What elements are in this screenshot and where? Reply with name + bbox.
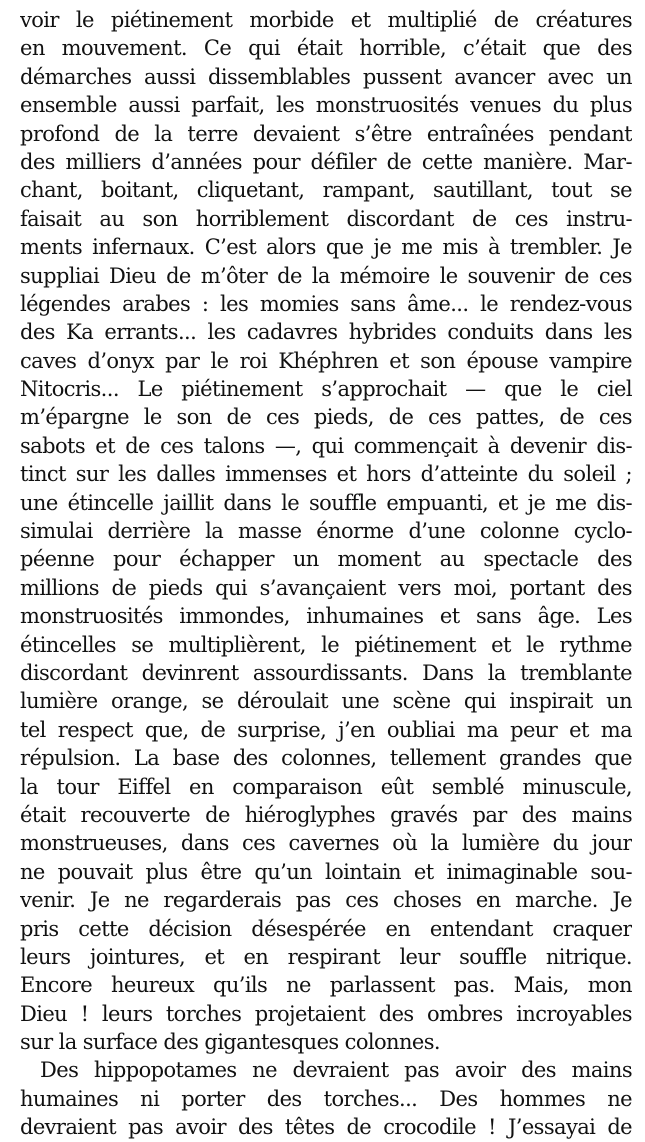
text-line: une étincelle jaillit dans le souffle empuanti, et je me dis- [20, 490, 632, 515]
text-line: démarches aussi dissemblables pussent avancer avec un [20, 64, 632, 89]
text-line: monstrueuses, dans ces cavernes où la lumière du jour [20, 831, 632, 856]
text-line: suppliai Dieu de m’ôter de la mémoire le souvenir de ces [20, 263, 632, 288]
text-line: répulsion. La base des colonnes, tellement grandes que [20, 746, 632, 771]
text-line: m’épargne le son de ces pieds, de ces pattes, de ces [20, 405, 632, 430]
text-line: la tour Eiffel en comparaison eût semblé minuscule, [20, 774, 632, 799]
text-line: simulai derrière la masse énorme d’une colonne cyclo- [20, 519, 632, 544]
text-line: devraient pas avoir des têtes de crocodile ! J’essayai de [20, 1115, 632, 1140]
text-line: voir le piétinement morbide et multiplié de créatures [20, 8, 632, 32]
text-line: Nitocris... Le piétinement s’approchait — que le ciel [20, 377, 632, 402]
text-line-last: sur la surface des gigantesques colonnes. [20, 1030, 440, 1055]
text-line: humaines ni porter des torches... Des hommes ne [20, 1086, 632, 1111]
text-line: chant, boitant, cliquetant, rampant, sautillant, tout se [20, 178, 632, 203]
book-page [20, 6, 632, 1142]
text-line: discordant devinrent assourdissants. Dans la tremblante [20, 660, 632, 685]
text-line: profond de la terre devaient s’être entraînées pendant [20, 121, 632, 146]
text-line-indented: Des hippopotames ne devraient pas avoir des mains [40, 1058, 632, 1083]
text-line: Encore heureux qu’ils ne parlassent pas. Mais, mon [20, 973, 632, 998]
text-line: pris cette décision désespérée en entendant craquer [20, 916, 632, 941]
text-line: millions de pieds qui s’avançaient vers moi, portant des [20, 575, 632, 600]
paragraph [20, 6, 632, 1056]
text-line: sabots et de ces talons —, qui commençait à devenir dis- [20, 433, 632, 458]
text-line: était recouverte de hiéroglyphes gravés par des mains [20, 802, 632, 827]
text-line: ensemble aussi parfait, les monstruosités venues du plus [20, 93, 632, 118]
text-line: Dieu ! leurs torches projetaient des ombres incroyables [20, 1001, 632, 1026]
text-line: ne pouvait plus être qu’un lointain et inimaginable sou- [20, 859, 632, 884]
text-line: des Ka errants... les cadavres hybrides conduits dans les [20, 320, 632, 345]
text-line: légendes arabes : les momies sans âme... le rendez-vous [20, 291, 632, 316]
text-line: en mouvement. Ce qui était horrible, c’était que des [20, 36, 632, 61]
text-line: caves d’onyx par le roi Khéphren et son épouse vampire [20, 348, 632, 373]
text-line: tel respect que, de surprise, j’en oubliai ma peur et ma [20, 717, 632, 742]
text-line: faisait au son horriblement discordant de ces instru- [20, 206, 632, 231]
text-line: péenne pour échapper un moment au spectacle des [20, 547, 632, 572]
text-line: lumière orange, se déroulait une scène qui inspirait un [20, 689, 632, 714]
text-line: tinct sur les dalles immenses et hors d’atteinte du soleil ; [20, 462, 632, 487]
text-line: étincelles se multiplièrent, le piétinement et le rythme [20, 632, 632, 657]
paragraph [20, 1056, 632, 1141]
text-line: venir. Je ne regarderais pas ces choses en marche. Je [20, 888, 632, 913]
text-line: monstruosités immondes, inhumaines et sans âge. Les [20, 604, 632, 629]
text-line: leurs jointures, et en respirant leur souffle nitrique. [20, 944, 632, 969]
text-line: des milliers d’années pour défiler de cette manière. Mar- [20, 149, 632, 174]
text-line: ments infernaux. C’est alors que je me mis à trembler. Je [20, 235, 632, 260]
